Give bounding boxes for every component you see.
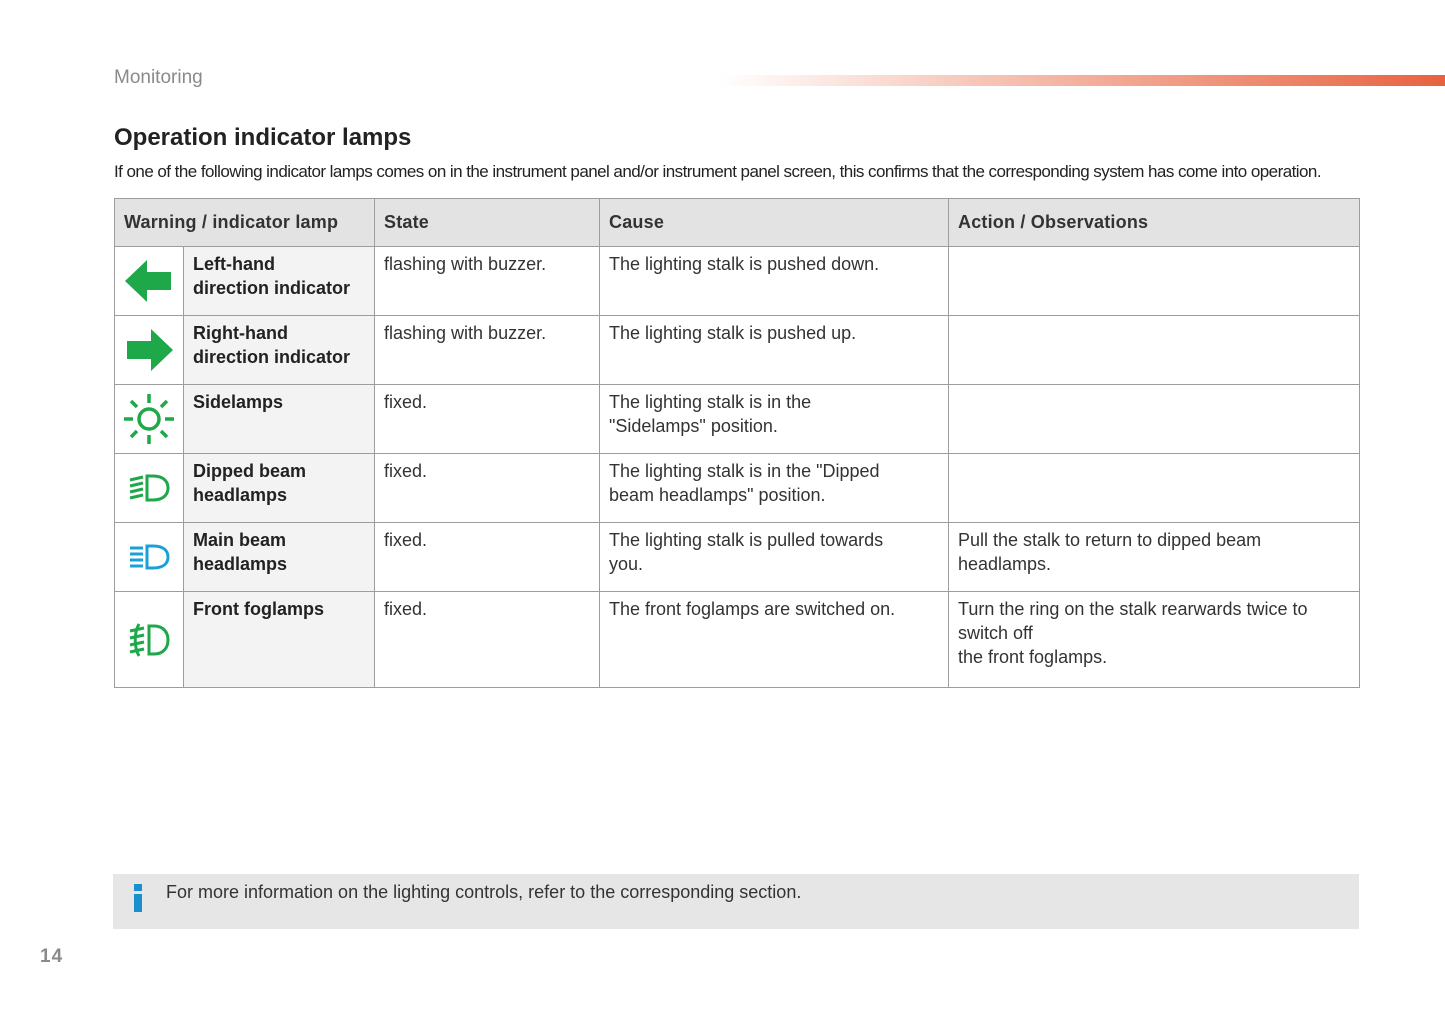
lamp-state: flashing with buzzer. — [375, 247, 600, 316]
lamp-cause: The lighting stalk is pushed up. — [600, 316, 949, 385]
lamp-cause: The lighting stalk is in the "Dipped beam headlamps" position. — [600, 454, 949, 523]
left-arrow-icon — [125, 259, 173, 303]
lamp-action — [949, 316, 1360, 385]
section-name: Monitoring — [114, 67, 203, 88]
lamp-state: fixed. — [375, 592, 600, 688]
table-row — [115, 592, 1360, 688]
page-title: Operation indicator lamps — [114, 124, 412, 151]
indicator-lamps-table — [114, 198, 1360, 688]
table-row — [115, 523, 1360, 592]
lamp-cause: The lighting stalk is in the "Sidelamps" position. — [600, 385, 949, 454]
page-number: 14 — [40, 946, 64, 967]
lamp-action — [949, 454, 1360, 523]
lamp-action: Turn the ring on the stalk rearwards twice to switch off the front foglamps. — [949, 592, 1360, 688]
sidelamps-icon — [122, 392, 176, 446]
table-row — [115, 454, 1360, 523]
right-arrow-icon — [125, 328, 173, 372]
header-accent-bar — [720, 75, 1445, 86]
lamp-name: Sidelamps — [184, 385, 375, 454]
lamp-name: Left-hand direction indicator — [184, 247, 375, 316]
lamp-state: fixed. — [375, 454, 600, 523]
table-row — [115, 247, 1360, 316]
header-cause: Cause — [600, 199, 949, 247]
intro-text: If one of the following indicator lamps comes on in the instrument panel and/or instrument panel screen, this confirms that the corresponding system has come into operation. — [114, 162, 1321, 181]
lamp-action — [949, 385, 1360, 454]
header-action: Action / Observations — [949, 199, 1360, 247]
lamp-name: Main beam headlamps — [184, 523, 375, 592]
lamp-state: fixed. — [375, 523, 600, 592]
lamp-state: fixed. — [375, 385, 600, 454]
lamp-state: flashing with buzzer. — [375, 316, 600, 385]
lamp-name: Front foglamps — [184, 592, 375, 688]
lamp-cause: The front foglamps are switched on. — [600, 592, 949, 688]
info-box — [113, 874, 1359, 929]
front-foglamps-icon — [127, 623, 171, 657]
info-icon — [133, 884, 143, 912]
main-beam-icon — [127, 543, 171, 571]
dipped-beam-icon — [127, 473, 171, 503]
lamp-name: Right-hand direction indicator — [184, 316, 375, 385]
header-lamp: Warning / indicator lamp — [115, 199, 375, 247]
table-row — [115, 385, 1360, 454]
lamp-cause: The lighting stalk is pulled towards you. — [600, 523, 949, 592]
table-header-row — [115, 199, 1360, 247]
lamp-cause: The lighting stalk is pushed down. — [600, 247, 949, 316]
lamp-action — [949, 247, 1360, 316]
lamp-action: Pull the stalk to return to dipped beam headlamps. — [949, 523, 1360, 592]
table-row — [115, 316, 1360, 385]
info-text: For more information on the lighting controls, refer to the corresponding section. — [166, 882, 802, 902]
lamp-name: Dipped beam headlamps — [184, 454, 375, 523]
header-state: State — [375, 199, 600, 247]
